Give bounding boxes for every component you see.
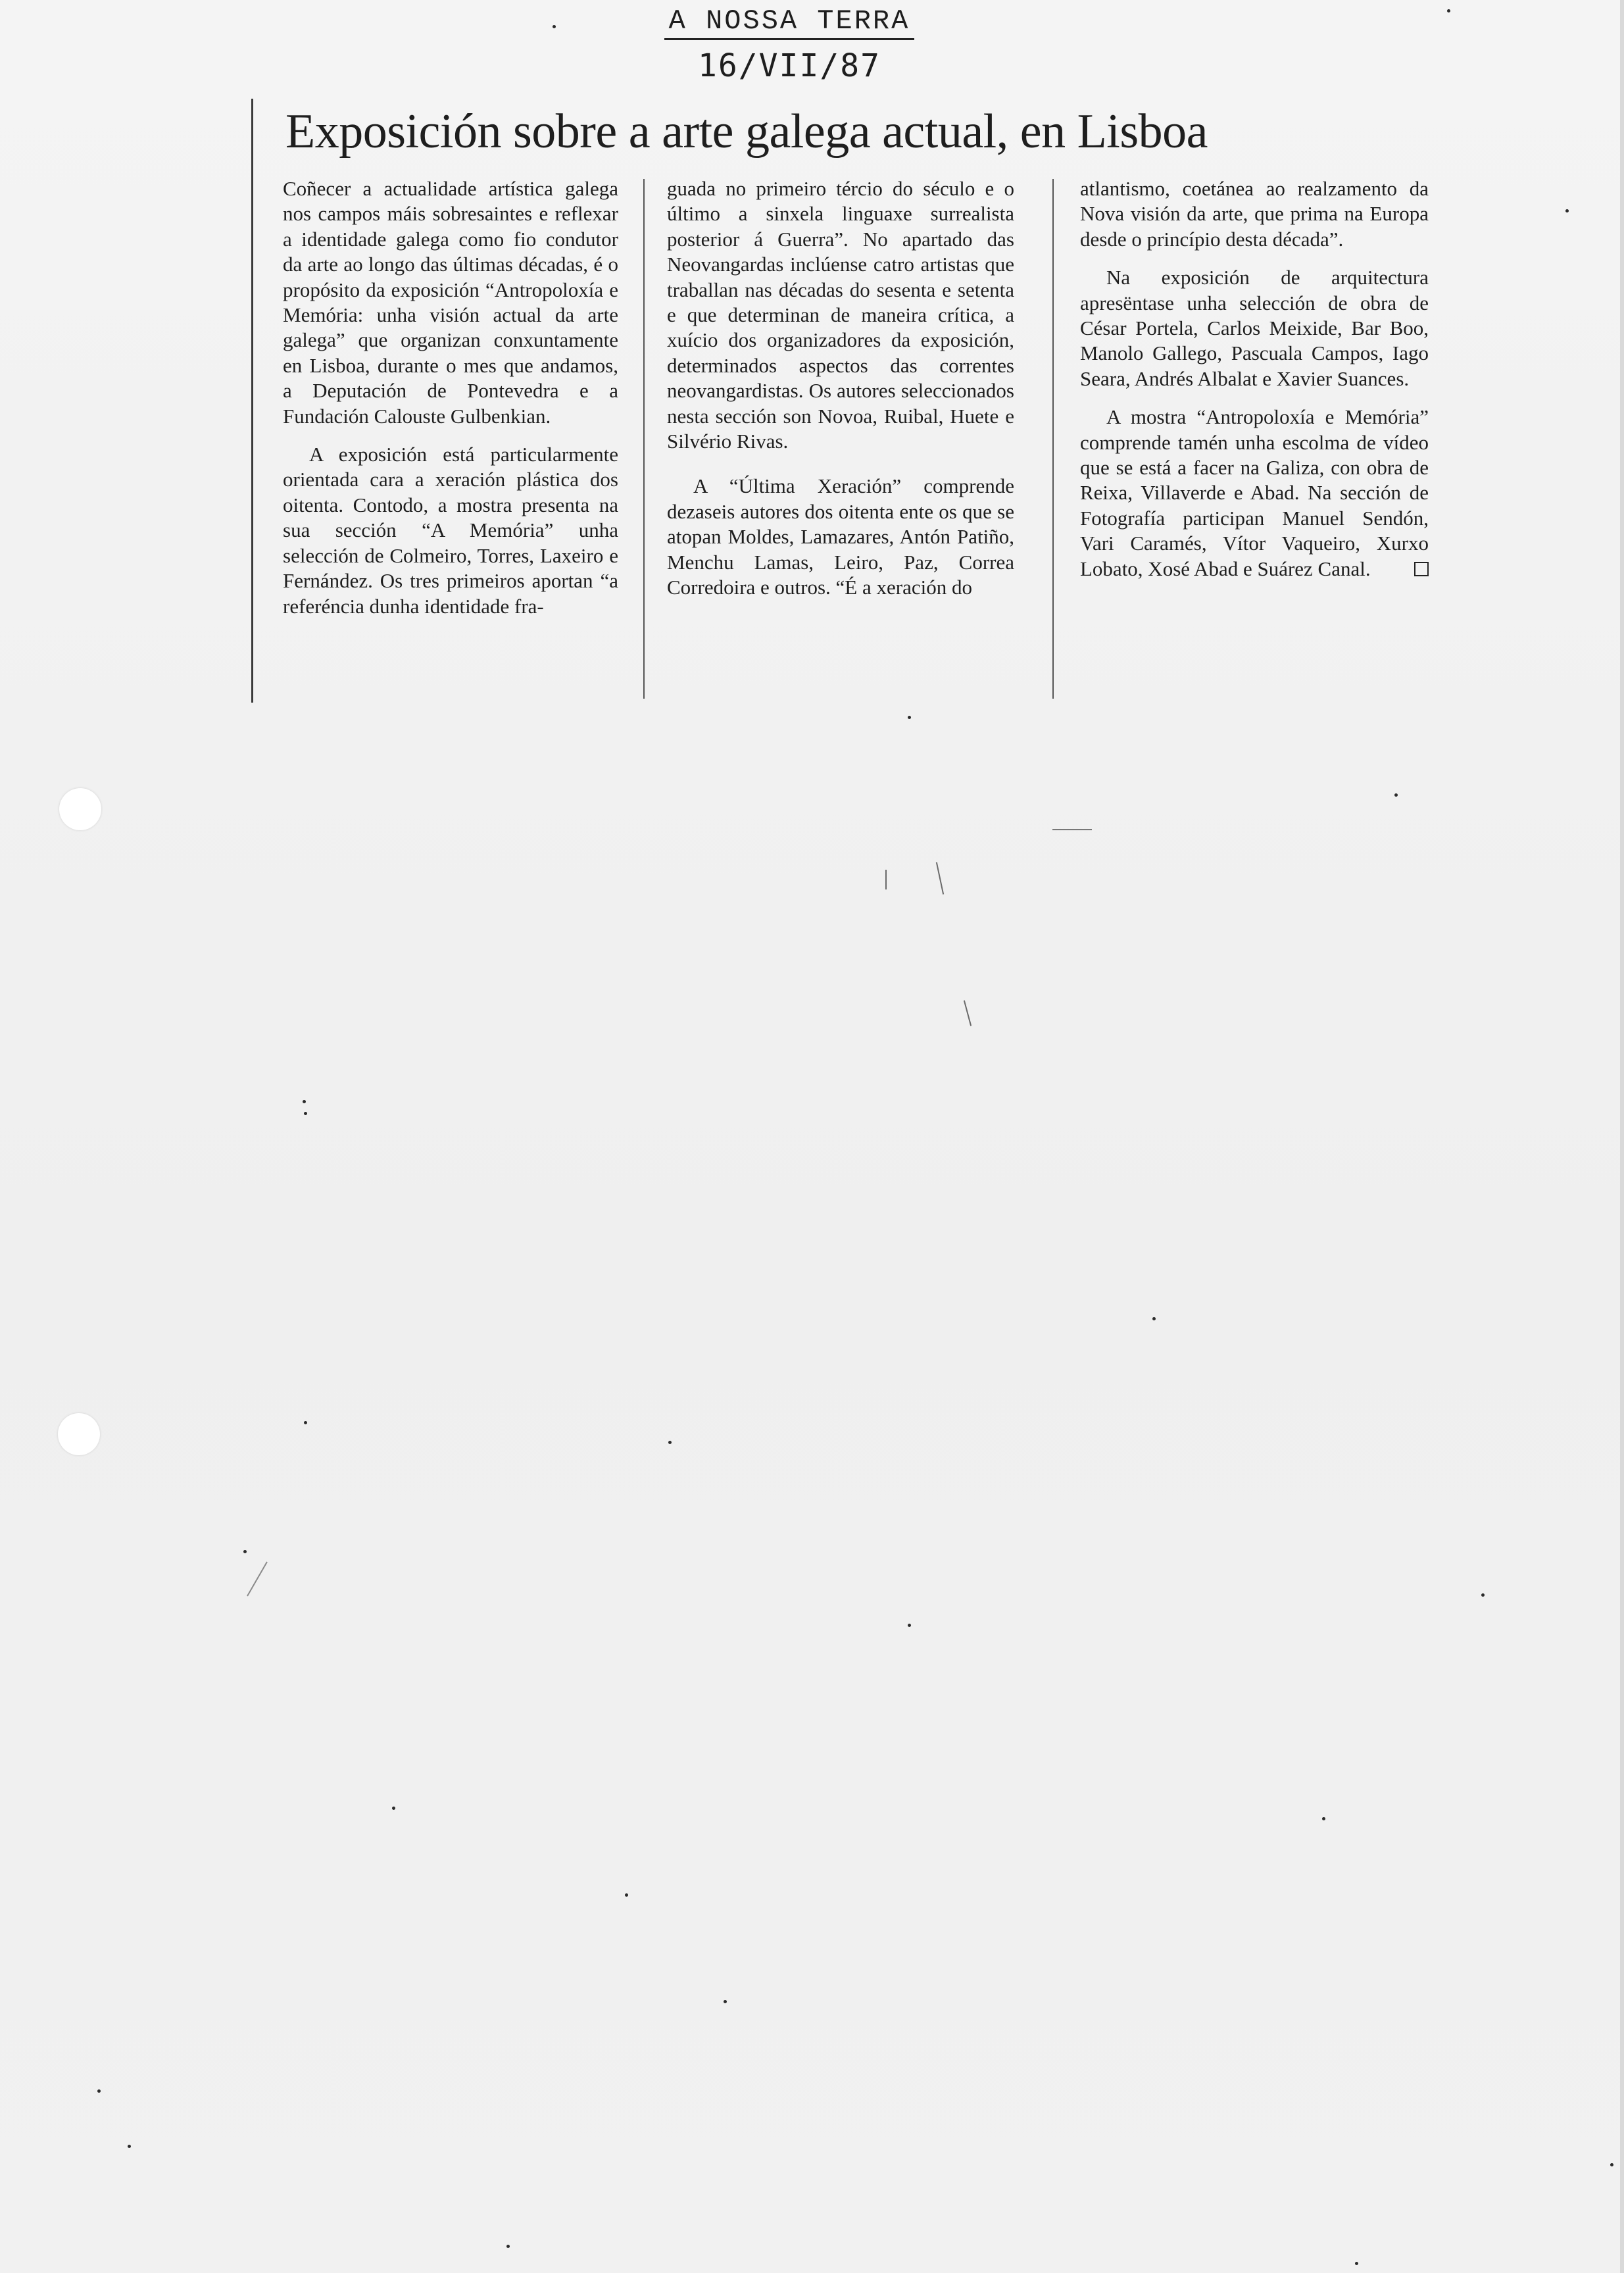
scan-speck — [553, 25, 556, 28]
newspaper-source: A NOSSA TERRA — [664, 5, 914, 40]
article-column-2 — [667, 176, 1014, 614]
scan-speck — [97, 2089, 101, 2093]
news-clipping — [251, 99, 1429, 703]
scan-scratch — [1052, 829, 1092, 830]
column-divider — [643, 179, 645, 699]
end-of-article-icon — [1414, 562, 1429, 576]
scan-speck — [1610, 2163, 1613, 2166]
scan-speck — [392, 1807, 395, 1810]
article-column-1 — [283, 176, 618, 632]
paragraph-text: A mostra “Antropoloxía e Memória” comprende tamén unha escolma de vídeo que se está a facer na Galiza, con obra de Reixa, Villaverde e Abad. Na sección de Fotografía participan Manuel Sendón, Vari Caramés, Vítor Vaqueiro, Xurxo Lobato, Xosé Abad e Suárez Canal. — [1080, 405, 1429, 580]
scan-speck — [1447, 9, 1450, 12]
scan-scratch — [247, 1562, 268, 1597]
scan-speck — [303, 1100, 306, 1103]
scan-speck — [1394, 793, 1398, 797]
scan-speck — [908, 716, 911, 719]
scan-speck — [1355, 2262, 1358, 2265]
scan-speck — [668, 1441, 672, 1444]
scan-speck — [304, 1112, 307, 1115]
scan-scratch — [885, 870, 887, 889]
paragraph: A “Última Xeración” comprende dezaseis autores dos oitenta ente os que se atopan Moldes, Lamazares, Antón Patiño, Menchu Lamas, Leiro, Paz, Correa Corredoira e outros. “É a xeración do — [667, 474, 1014, 599]
punch-hole-icon — [58, 1413, 100, 1455]
scan-speck — [1481, 1593, 1485, 1597]
scan-speck — [243, 1550, 247, 1553]
article-headline: Exposición sobre a arte galega actual, en Lisboa — [285, 105, 1208, 159]
scan-speck — [908, 1624, 911, 1627]
paragraph: Na exposición de arquitectura apresëntase unha selección de obra de César Portela, Carlos Meixide, Bar Boo, Manolo Gallego, Pascuala Campos, Iago Seara, Andrés Albalat e Xavier Suances. — [1080, 266, 1429, 390]
scan-speck — [128, 2145, 131, 2148]
clipping-border — [251, 99, 253, 703]
scan-speck — [1152, 1317, 1156, 1320]
paragraph: atlantismo, coetánea ao realzamento da Nova visión da arte, que prima na Europa desde o princípio desta década”. — [1080, 177, 1429, 251]
scan-speck — [304, 1421, 307, 1424]
paragraph: A exposición está particularmente orientada cara a xeración plástica dos oitenta. Contodo, a mostra presenta na sua sección “A Memória” unha selección de Colmeiro, Torres, Laxeiro e Fernández. Os tres primeiros aportan “a referéncia dunha identidade fra- — [283, 443, 618, 618]
page-edge — [1620, 0, 1624, 2273]
clipping-date: 16/VII/87 — [697, 47, 881, 84]
scan-scratch — [936, 862, 944, 894]
scan-scratch — [964, 1000, 972, 1026]
paragraph: Coñecer a actualidade artística galega nos campos máis sobresaintes e reflexar a identidade galega como fio condutor da arte ao longo das últimas décadas, é o propósito da exposición “Antropoloxía e Memória: unha visión actual da arte galega” que organizan conxuntamente en Lisboa, durante o mes que andamos, a Deputación de Pontevedra e a Fundación Calouste Gulbenkian. — [283, 177, 618, 428]
column-divider — [1052, 179, 1054, 699]
scan-speck — [625, 1893, 628, 1897]
scan-speck — [506, 2245, 510, 2248]
paragraph-last — [1080, 405, 1429, 582]
paragraph: guada no primeiro tércio do século e o último a sinxela linguaxe surrealista posterior á Guerra”. No apartado das Neovangardas inclúense catro artistas que traballan nas décadas do sesenta e setenta e que determinan de maneira crítica, a xuício dos organizadores da exposición, determinados aspectos das correntes neovangardistas. Os autores seleccionados nesta sección son Novoa, Ruibal, Huete e Silvério Rivas. — [667, 177, 1014, 453]
scan-speck — [724, 2000, 727, 2003]
punch-hole-icon — [59, 788, 101, 830]
scan-speck — [1565, 209, 1569, 212]
article-column-3 — [1080, 176, 1429, 595]
scan-speck — [1322, 1817, 1325, 1820]
